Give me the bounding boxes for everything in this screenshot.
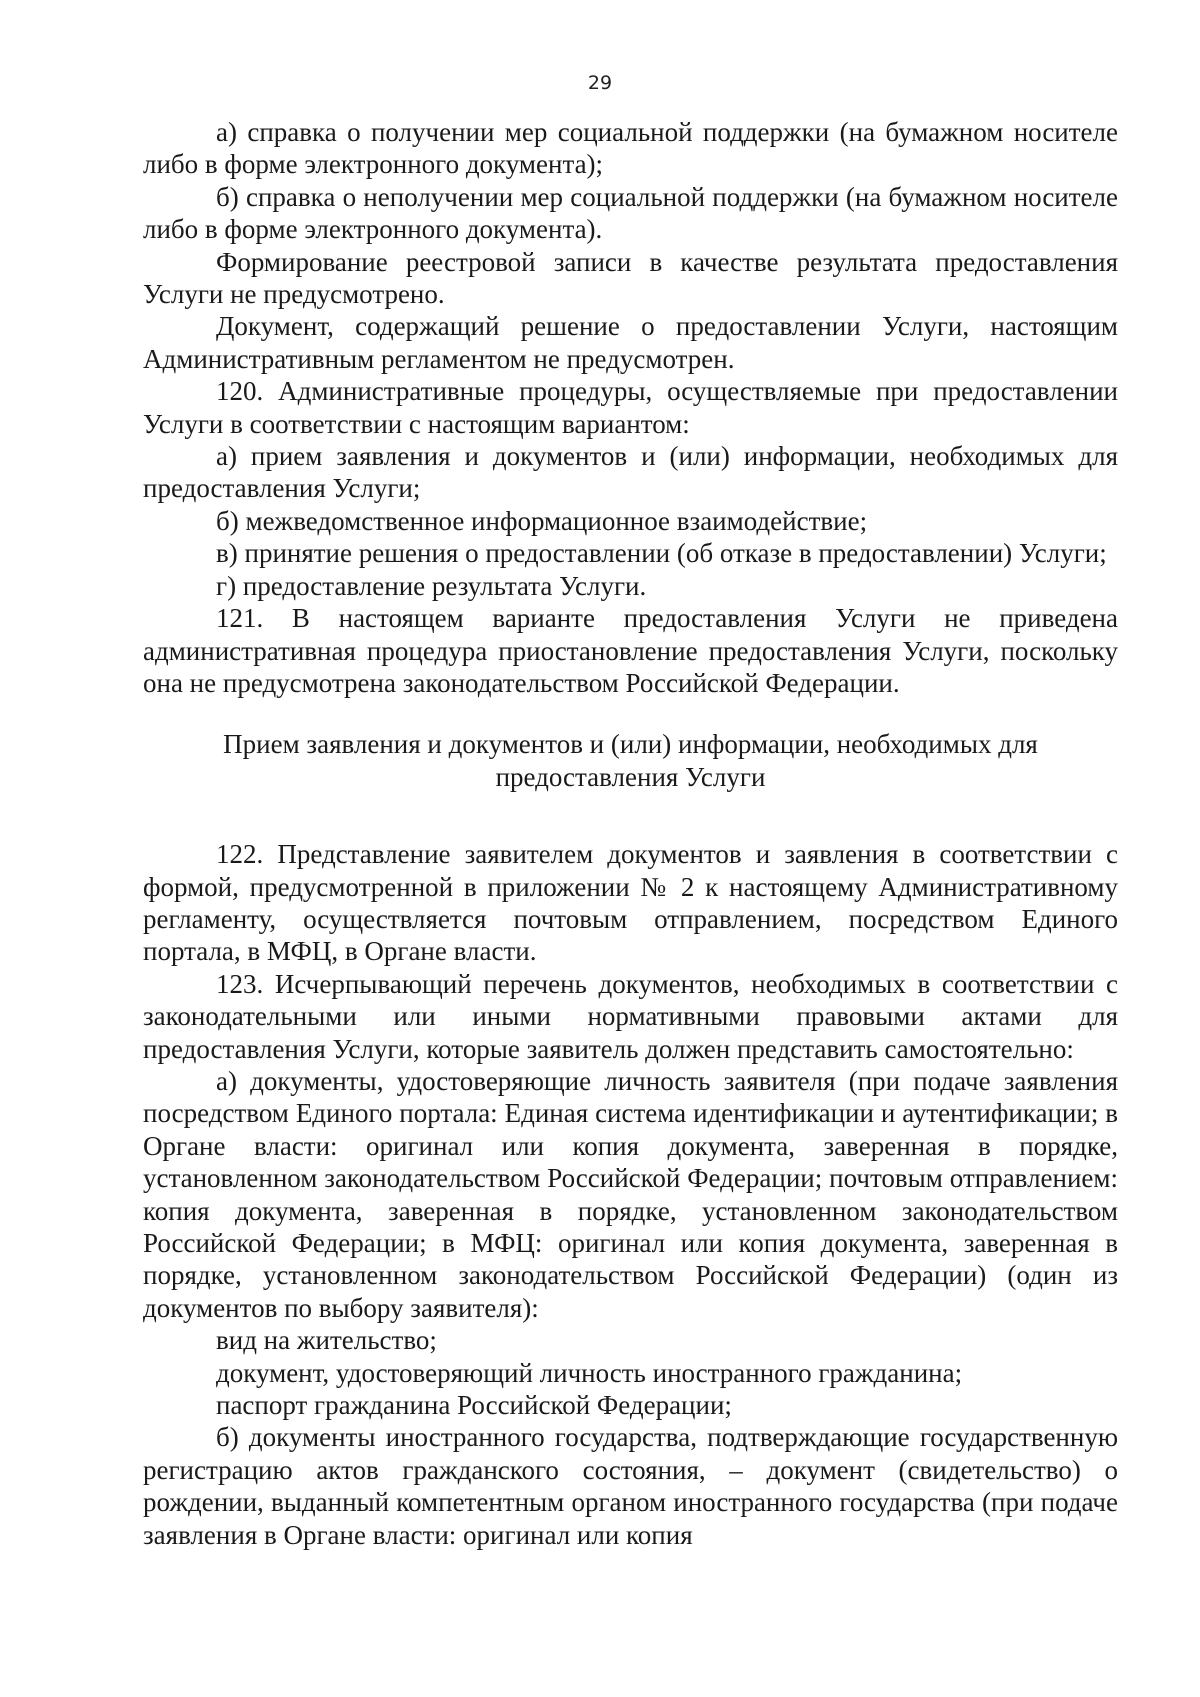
document-body (143, 116, 1118, 1551)
paragraph-certificate-non-receipt: б) справка о неполучении мер социальной поддержки (на бумажном носителе либо в форме электронного документа). (143, 181, 1118, 245)
list-item-russian-passport: паспорт гражданина Российской Федерации; (216, 1390, 732, 1421)
paragraph-registry-record: Формирование реестровой записи в качестве результата предоставления Услуги не предусмотрено. (143, 246, 1118, 310)
paragraph-123: 123. Исчерпывающий перечень документов, необходимых в соответствии с законодательными или иными нормативными правовыми актами для предоставления Услуги, которые заявитель должен представить самостоятельно: (143, 968, 1118, 1064)
list-item-residence-permit: вид на жительство; (216, 1325, 437, 1356)
paragraph-120-v: в) принятие решения о предоставлении (об отказе в предоставлении) Услуги; (216, 538, 1107, 569)
page-number: 29 (587, 72, 613, 94)
paragraph-120-b: б) межведомственное информационное взаимодействие; (216, 505, 868, 536)
paragraph-123-a: а) документы, удостоверяющие личность заявителя (при подаче заявления посредством Единого портала: Единая система идентификации и аутентификации; в Органе власти: оригинал или копия документа, заверенная в порядке, установленном законодательством Российской Федерации; почтовым отправлением: копия документа, заверенная в порядке, установленном законодательством Российской Федерации; в МФЦ: оригинал или копия документа, заверенная в порядке, установленном законодательством Российской Федерации) (один из документов по выбору заявителя): (143, 1065, 1118, 1323)
paragraph-121: 121. В настоящем варианте предоставления Услуги не приведена административная процедура приостановление предоставления Услуги, поскольку она не предусмотрена законодательством Российской Федерации. (143, 603, 1118, 698)
paragraph-120-a: а) прием заявления и документов и (или) информации, необходимых для предоставления Услуги; (143, 441, 1118, 504)
paragraph-decision-document: Документ, содержащий решение о предоставлении Услуги, настоящим Административным регламентом не предусмотрен. (143, 311, 1118, 374)
list-item-foreign-id: документ, удостоверяющий личность иностранного гражданина; (216, 1357, 963, 1388)
paragraph-120-g: г) предоставление результата Услуги. (216, 570, 647, 601)
paragraph-120: 120. Административные процедуры, осуществляемые при предоставлении Услуги в соответствии с настоящим вариантом: (143, 376, 1118, 439)
paragraph-certificate-receipt: а) справка о получении мер социальной поддержки (на бумажном носителе либо в форме электронного документа); (143, 117, 1118, 180)
paragraph-123-b: б) документы иностранного государства, подтверждающие государственную регистрацию актов гражданского состояния, – документ (свидетельство) о рождении, выданный компетентным органом иностранного государства (при подаче заявления в Органе власти: оригинал или копия (143, 1422, 1118, 1550)
section-heading: Прием заявления и документов и (или) информации, необходимых для предоставления Услуги (223, 729, 1038, 792)
paragraph-122: 122. Представление заявителем документов и заявления в соответствии с формой, предусмотренной в приложении № 2 к настоящему Административному регламенту, осуществляется почтовым отправлением, посредством Единого портала, в МФЦ, в Органе власти. (143, 839, 1118, 967)
